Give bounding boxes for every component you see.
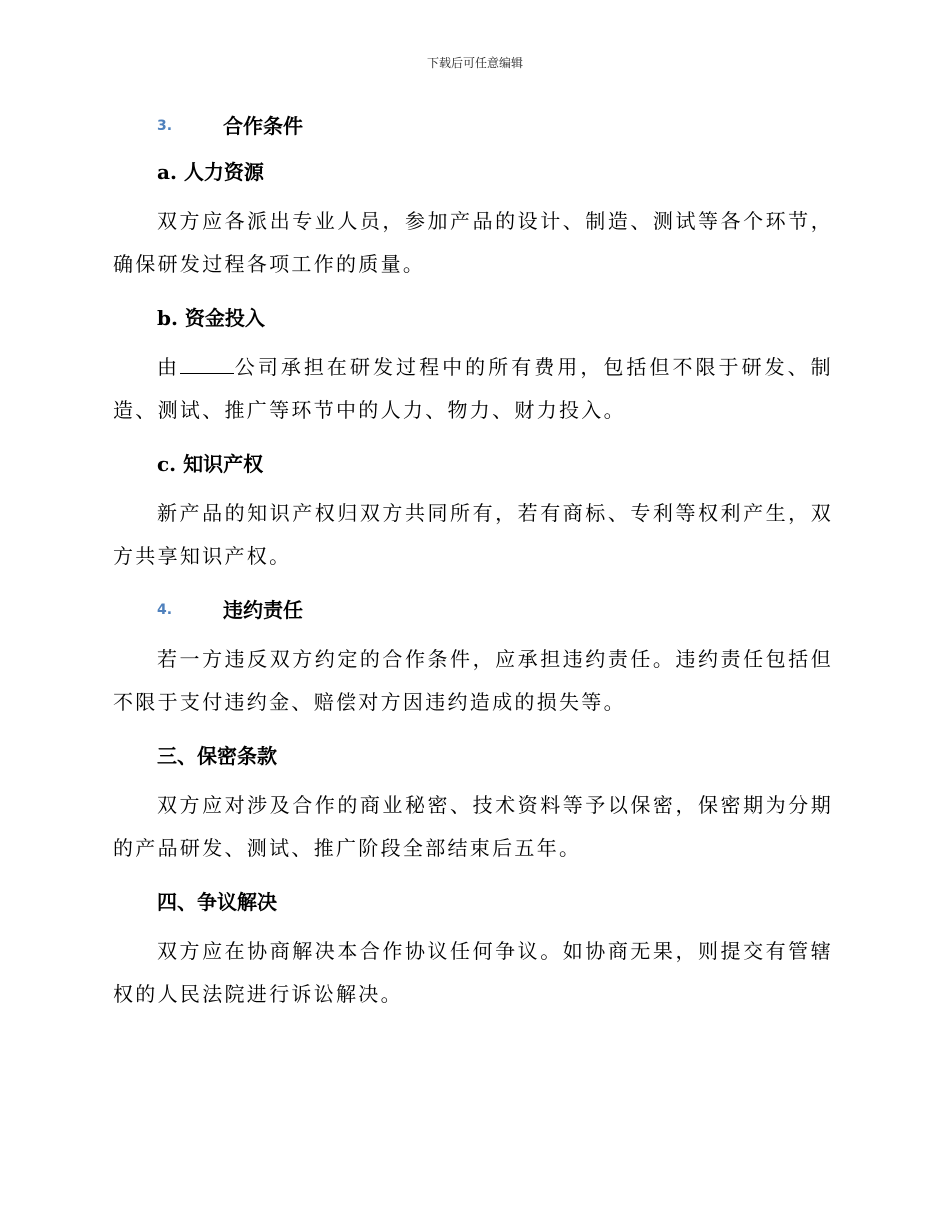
subsection-b-title: b. 资金投入 bbox=[157, 306, 265, 330]
subsection-a-title: a. 人力资源 bbox=[157, 160, 264, 184]
section-4-number: 4. bbox=[157, 602, 173, 618]
dispute-text: 双方应在协商解决本合作协议任何争议。如协商无果，则提交有管辖权的人民法院进行诉讼解决。 bbox=[113, 939, 833, 1006]
section-4-title: 违约责任 bbox=[223, 598, 303, 622]
section-4-heading bbox=[113, 592, 833, 628]
subsection-b-text-start: 由 bbox=[157, 355, 181, 379]
dispute-title: 四、争议解决 bbox=[157, 890, 277, 914]
subsection-c-title: c. 知识产权 bbox=[157, 452, 264, 476]
confidentiality-title: 三、保密条款 bbox=[157, 744, 277, 768]
subsection-a-text: 双方应各派出专业人员，参加产品的设计、制造、测试等各个环节，确保研发过程各项工作的质量。 bbox=[113, 209, 833, 276]
fill-in-blank bbox=[180, 353, 234, 374]
section-3-heading bbox=[113, 108, 833, 144]
section-4-text: 若一方违反双方约定的合作条件，应承担违约责任。违约责任包括但不限于支付违约金、赔偿对方因违约造成的损失等。 bbox=[113, 647, 833, 714]
document-body bbox=[113, 108, 833, 1030]
subsection-b-text bbox=[113, 346, 833, 432]
confidentiality-text: 双方应对涉及合作的商业秘密、技术资料等予以保密，保密期为分期的产品研发、测试、推广阶段全部结束后五年。 bbox=[113, 793, 833, 860]
section-3-title: 合作条件 bbox=[223, 114, 303, 138]
subsection-b-text-rest: 公司承担在研发过程中的所有费用，包括但不限于研发、制造、测试、推广等环节中的人力、物力、财力投入。 bbox=[113, 355, 833, 422]
subsection-c-text: 新产品的知识产权归双方共同所有，若有商标、专利等权利产生，双方共享知识产权。 bbox=[113, 501, 833, 568]
section-3-number: 3. bbox=[157, 118, 173, 134]
header-note: 下载后可任意编辑 bbox=[426, 56, 523, 70]
